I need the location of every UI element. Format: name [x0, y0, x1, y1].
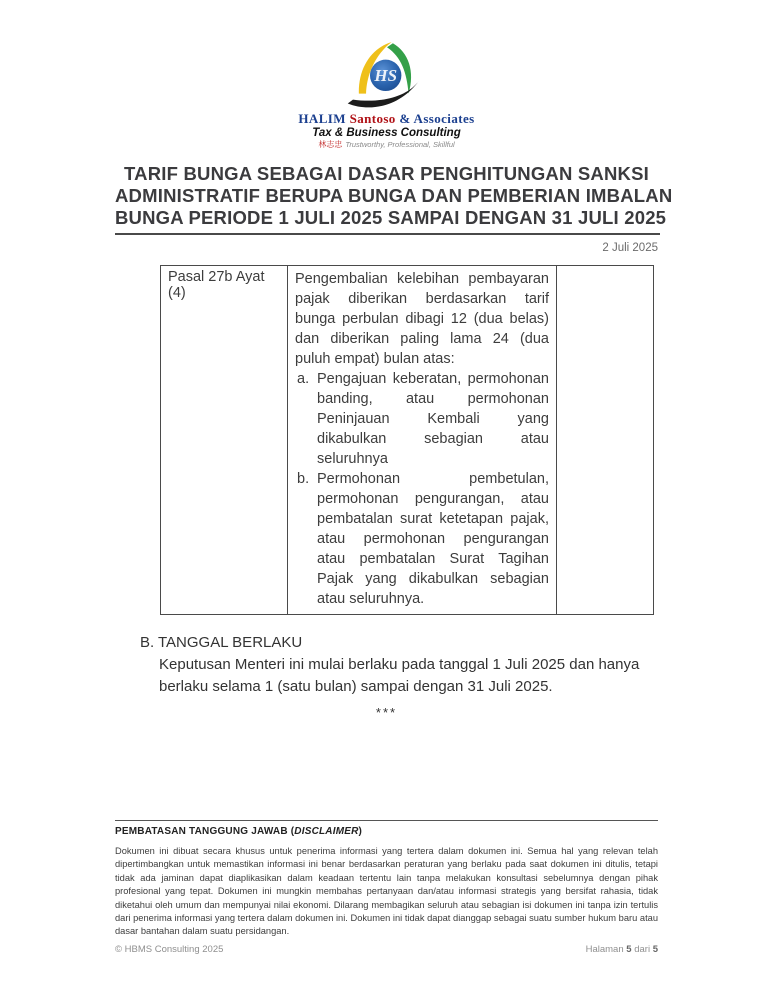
disclaimer-heading-italic: DISCLAIMER: [294, 826, 359, 837]
item-a-text: Pengajuan keberatan, permohonan banding, atau permohonan Peninjauan Kembali yang dikabulkan sebagian atau seluruhnya: [317, 371, 549, 467]
interest-rate-table: [160, 265, 654, 615]
section-marker: B.: [140, 634, 155, 651]
description-intro: Pengembalian kelebihan pembayaran pajak diberikan berdasarkan tarif bunga perbulan dibagi 12 (dua belas) dan diberikan paling lama 24 (dua puluh empat) bulan atas:: [295, 271, 549, 367]
document-title-line2: ADMINISTRATIF BERUPA BUNGA DAN PEMBERIAN IMBALAN: [115, 185, 673, 206]
description-item-b: [295, 469, 549, 609]
document-title: [115, 163, 673, 229]
disclaimer-heading-close: ): [358, 826, 363, 837]
logo-monogram: HS: [373, 66, 397, 86]
page-footer: [115, 944, 658, 955]
item-b-text: Permohonan pembetulan, permohonan pengurangan, atau pembatalan surat ketetapan pajak, atau permohonan pengurangan atau pembatalan Surat Tagihan Pajak yang dikabulkan sebagian atau seluruhnya.: [317, 471, 549, 607]
section-tanggal-berlaku: [140, 632, 658, 698]
section-body: Keputusan Menteri ini mulai berlaku pada tanggal 1 Juli 2025 dan hanya berlaku selama 1 (satu bulan) sampai dengan 31 Juli 2025.: [159, 656, 640, 695]
company-logo-icon: [328, 40, 446, 112]
disclaimer-text: Dokumen ini dibuat secara khusus untuk penerima informasi yang tertera dalam dokumen ini. Semua hal yang relevan telah dipertimbangkan untuk memastikan informasi ini benar berdasarkan peraturan yang berlaku pada saat dokumen ini ditulis, tetapi tidak ada jaminan dapat diaplikasikan dalam keadaan tertentu lain tanpa melakukan konsultasi sebelumnya dengan pihak profesional yang tepat. Dokumen ini mungkin membahas pertanyaan dan/atau informasi strategis yang bersifat rahasia, tidak diketahui oleh umum dan mempunyai nilai ekonomi. Dilarang membagikan seluruh atau sebagian isi dokumen ini tanpa izin tertulis dari penerima informasi yang tertera dalam dokumen ini. Dokumen ini tidak dapat dianggap sebagai suatu sumber hukum baru atau dasar bantahan dalam suatu persidangan.: [115, 846, 658, 937]
company-motto-text: Trustworthy, Professional, Skillful: [345, 140, 455, 149]
disclaimer-heading-open: PEMBATASAN TANGGUNG JAWAB (: [115, 826, 295, 837]
section-heading-text: TANGGAL BERLAKU: [158, 634, 303, 651]
description-item-a: [295, 369, 549, 469]
document-title-line1: TARIF BUNGA SEBAGAI DASAR PENGHITUNGAN SANKSI: [124, 163, 649, 184]
company-name-santoso: Santoso: [349, 111, 396, 126]
company-name: [115, 112, 658, 126]
footer-page-total: 5: [652, 944, 658, 955]
footer-copyright: © HBMS Consulting 2025: [115, 944, 224, 955]
table-cell-article: Pasal 27b Ayat (4): [161, 266, 288, 615]
item-b-marker: b.: [297, 471, 310, 487]
company-tagline: Tax & Business Consulting: [312, 127, 461, 139]
table-row: [161, 266, 654, 615]
company-logo: [115, 0, 658, 150]
table-cell-rate: [557, 266, 654, 615]
disclaimer-heading: [115, 826, 658, 837]
footer-page-number: [586, 944, 658, 955]
disclaimer-block: [115, 820, 658, 939]
document-title-line3: BUNGA PERIODE 1 JULI 2025 SAMPAI DENGAN 31 JULI 2025: [115, 207, 667, 228]
title-divider: [115, 233, 660, 235]
company-chinese-name: 林志忠: [318, 140, 343, 149]
end-separator: ***: [375, 705, 398, 720]
table-cell-description: [288, 266, 557, 615]
item-a-marker: a.: [297, 371, 310, 387]
footer-page-sep: dari: [631, 944, 653, 955]
footer-page-current: 5: [626, 944, 632, 955]
company-name-associates: & Associates: [395, 111, 475, 126]
company-motto: [115, 140, 658, 150]
footer-page-label: Halaman: [585, 944, 627, 955]
section-heading: [140, 632, 658, 654]
document-date: 2 Juli 2025: [602, 242, 658, 254]
company-name-halim: HALIM: [298, 111, 350, 126]
